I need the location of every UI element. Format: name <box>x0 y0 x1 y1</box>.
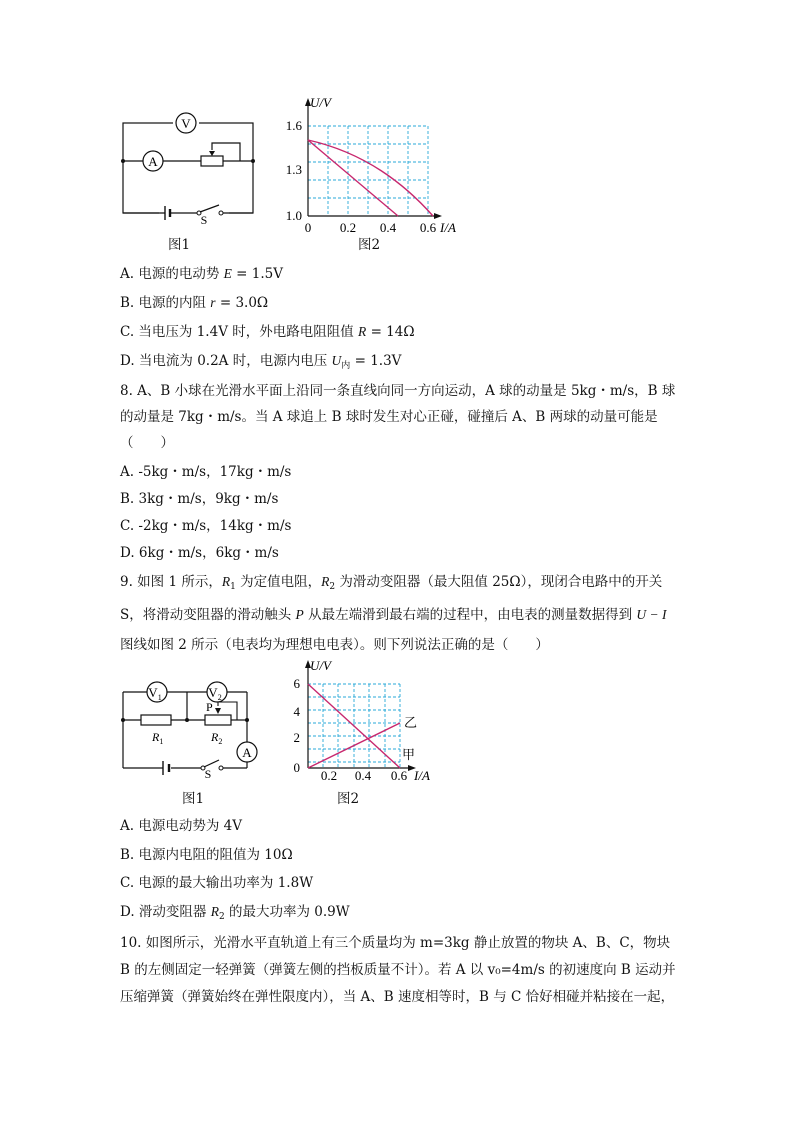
q9-stem-line1: 9. 如图 1 所示，$R_1$ 为定值电阻，$R_2$ 为滑动变阻器（最大阻值 25Ω），现闭合电路中的开关 <box>120 574 663 592</box>
svg-text:R2: $R_2$ <box>211 730 223 746</box>
svg-text:V: V <box>181 116 191 131</box>
q10-stem-line1: 10. 如图所示，光滑水平直轨道上有三个质量均为 m=3kg 静止放置的物块 A、B、C，物块 <box>120 935 671 951</box>
q7-fig1-caption: 图1 <box>168 237 191 253</box>
q9-circuit-diagram <box>115 678 265 778</box>
q7-fig2-caption: 图2 <box>358 237 381 253</box>
svg-text:S: S <box>200 213 208 225</box>
q9-stem-line2: S，将滑动变阻器的滑动触头 P 从最左端滑到最右端的过程中，由电表的测量数据得到 U − I <box>120 607 667 623</box>
svg-text:I/A: I/A <box>440 220 456 235</box>
svg-text:R1: $R_1$ <box>152 730 164 746</box>
svg-text:U/V: U/V <box>310 95 331 110</box>
svg-text:V1: $V_1$ <box>148 685 162 702</box>
svg-text:甲: 甲 <box>402 747 416 762</box>
q8-stem-line1: 8. A、B 小球在光滑水平面上沿同一条直线向同一方向运动，A 球的动量是 5kg・m/s，B 球 <box>120 383 676 399</box>
q7-option-d: D. 当电流为 0.2A 时，电源内电压 $U_内 = 1.3V$ <box>120 353 402 371</box>
q8-option-a: A. -5kg・m/s，17kg・m/s <box>120 464 292 480</box>
svg-text:0.6: 0.6 <box>419 220 437 235</box>
svg-text:乙: 乙 <box>404 715 418 730</box>
q8-stem-line3: （ ） <box>120 435 174 451</box>
svg-text:0.4: 0.4 <box>354 768 372 783</box>
svg-text:A: A <box>242 745 252 760</box>
q9-option-a: A. 电源电动势为 4V <box>120 818 242 834</box>
svg-text:V2: $V_2$ <box>208 685 222 702</box>
svg-text:A: A <box>148 154 158 169</box>
svg-text:1.3: 1.3 <box>285 162 302 177</box>
q10-stem-line2: B 的左侧固定一轻弹簧（弹簧左侧的挡板质量不计）。若 A 以 v₀=4m/s 的初速度向 B 运动并 <box>120 962 676 978</box>
svg-text:U/V: U/V <box>310 658 331 673</box>
q9-ui-graph <box>280 656 440 786</box>
svg-text:S: S <box>204 767 212 778</box>
resistor-r1-icon <box>141 715 171 725</box>
rheostat-r2-icon <box>205 715 231 725</box>
svg-text:0: 0 <box>304 220 312 235</box>
svg-text:4: 4 <box>293 704 300 719</box>
q9-option-b: B. 电源内电阻的阻值为 10Ω <box>120 847 293 863</box>
q8-option-d: D. 6kg・m/s，6kg・m/s <box>120 545 279 561</box>
q9-fig2-caption: 图2 <box>337 791 360 807</box>
svg-text:2: 2 <box>293 730 300 745</box>
q9-stem-line3: 图线如图 2 所示（电表均为理想电电表）。则下列说法正确的是（ ） <box>120 637 549 653</box>
svg-text:6: 6 <box>293 676 300 691</box>
svg-text:0.6: 0.6 <box>390 768 408 783</box>
svg-text:1.6: 1.6 <box>285 118 302 133</box>
q8-stem-line2: 的动量是 7kg・m/s。当 A 球追上 B 球时发生对心正碰，碰撞后 A、B 两球的动量可能是 <box>120 409 658 425</box>
svg-text:0.2: 0.2 <box>339 220 357 235</box>
svg-text:0.4: 0.4 <box>379 220 397 235</box>
q7-option-a: A. 电源的电动势 E = 1.5V <box>120 266 283 282</box>
q7-ui-graph <box>280 90 470 240</box>
svg-text:0: 0 <box>293 760 300 775</box>
q9-option-d: D. 滑动变阻器 $R_2$ 的最大功率为 0.9W <box>120 904 350 922</box>
q8-option-c: C. -2kg・m/s，14kg・m/s <box>120 518 292 534</box>
q8-option-b: B. 3kg・m/s，9kg・m/s <box>120 491 279 507</box>
q9-fig1-caption: 图1 <box>182 791 205 807</box>
svg-text:0.2: 0.2 <box>320 768 338 783</box>
svg-text:I/A: I/A <box>414 768 430 783</box>
q10-stem-line3: 压缩弹簧（弹簧始终在弹性限度内），当 A、B 速度相等时，B 与 C 恰好相碰并粘接在一起， <box>120 989 675 1005</box>
q7-circuit-diagram <box>115 105 265 225</box>
q9-option-c: C. 电源的最大输出功率为 1.8W <box>120 875 314 891</box>
rheostat-icon <box>201 156 223 166</box>
q7-option-c: C. 当电压为 1.4V 时，外电路电阻阻值 R = 14Ω <box>120 324 415 340</box>
svg-text:P: P <box>206 700 213 714</box>
svg-text:1.0: 1.0 <box>285 208 302 223</box>
switch-icon <box>204 760 219 767</box>
q7-option-b: B. 电源的内阻 r = 3.0Ω <box>120 295 269 311</box>
